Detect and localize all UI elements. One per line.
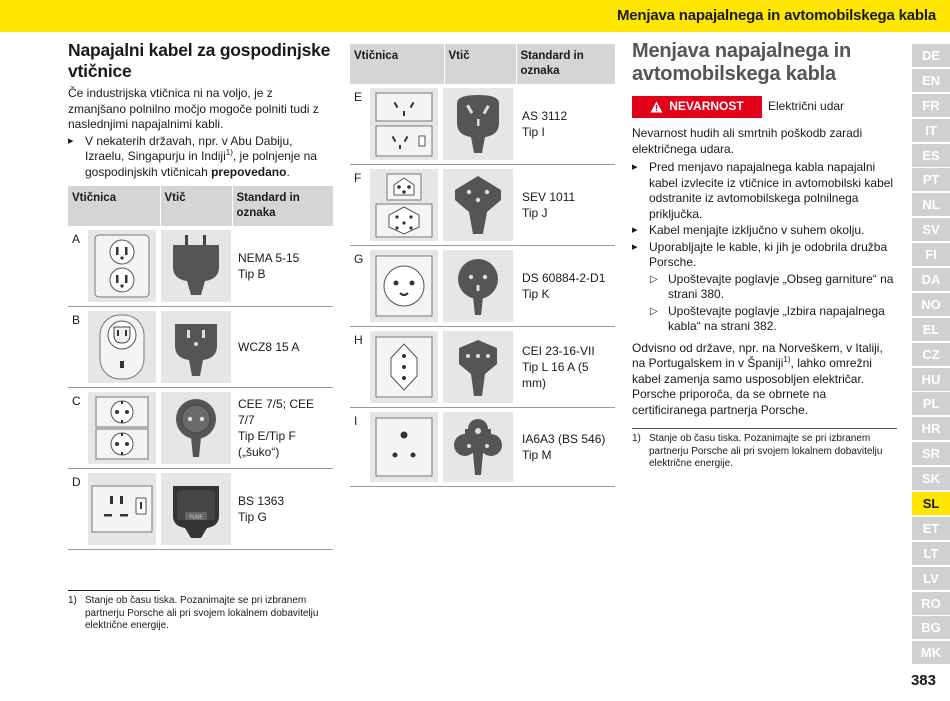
plug-wcz8-icon — [161, 311, 231, 383]
plug-table-right: Vtičnica Vtič Standard in oznaka — [350, 44, 615, 84]
th-socket: Vtičnica — [68, 186, 160, 226]
plug-type-m-icon — [443, 412, 513, 482]
language-tab-lv[interactable]: LV — [912, 567, 950, 590]
right-bullets — [632, 160, 897, 335]
language-tab-bg[interactable]: BG — [912, 616, 950, 639]
socket-ia6a3-icon — [370, 412, 438, 482]
language-tab-sv[interactable]: SV — [912, 218, 950, 241]
section-title-household-cable: Napajalni kabel za gospodinjske vtičnice — [68, 40, 331, 81]
page-title: Menjava napajalnega in avtomobilskega kabla — [632, 40, 852, 85]
table-row: H CEI 23-16-VII Tip L 16 A (5 mm) — [350, 327, 615, 408]
table-row: F SEV 1011 Tip J — [350, 165, 615, 246]
language-tab-sl[interactable]: SL — [912, 492, 950, 515]
header-title: Menjava napajalnega in avtomobilskega kabla — [616, 7, 936, 24]
language-tabs — [912, 44, 950, 666]
language-tab-sr[interactable]: SR — [912, 442, 950, 465]
language-tab-lt[interactable]: LT — [912, 542, 950, 565]
plug-type-b-icon — [161, 230, 231, 302]
plug-type-i-icon — [443, 88, 513, 160]
language-tab-hu[interactable]: HU — [912, 368, 950, 391]
language-tab-hr[interactable]: HR — [912, 417, 950, 440]
list-item: ▸ Pred menjavo napajalnega kabla napajalni kabel izvlecite iz vtičnice in avtomobilski kabel odstranite iz avtomobilskega polnilnega priključka. — [632, 160, 897, 222]
warning-text: Nevarnost hudih ali smrtnih poškodb zaradi električnega udara. — [632, 126, 863, 156]
socket-sev1011-icon — [370, 169, 438, 241]
left-column — [68, 40, 333, 631]
list-item: ▸ Kabel menjajte izključno v suhem okolju. — [632, 223, 897, 239]
plug-table-right-body — [350, 84, 615, 487]
warning-label: NEVARNOST — [669, 99, 744, 114]
language-tab-el[interactable]: EL — [912, 318, 950, 341]
warning-triangle-icon — [650, 101, 663, 113]
socket-ds60884-icon — [370, 250, 438, 322]
language-tab-it[interactable]: IT — [912, 119, 950, 142]
sub-list-item: ▷ Upoštevajte poglavje „Obseg garniture“ na strani 380. — [649, 272, 897, 303]
country-paragraph: Odvisno od države, npr. na Norveškem, v Italiji, na Portugalskem in v Španiji$^{1)}$, lahko omrežni kabel zamenja samo usposobljen električar. Porsche priporoča, da se obrnete na certificiranega partnerja Porsche. — [632, 340, 883, 417]
language-tab-es[interactable]: ES — [912, 144, 950, 167]
plug-type-k-icon — [443, 250, 513, 322]
table-row: E AS 3112 Tip I — [350, 84, 615, 165]
plug-type-g-icon — [161, 473, 231, 545]
language-tab-pl[interactable]: PL — [912, 392, 950, 415]
socket-schuko-icon — [88, 392, 156, 464]
table-row: G DS 60884-2-D1 Tip K — [350, 246, 615, 327]
language-tab-et[interactable]: ET — [912, 517, 950, 540]
language-tab-da[interactable]: DA — [912, 268, 950, 291]
warning-row — [632, 96, 897, 118]
right-column — [632, 40, 897, 471]
plug-table-left-body — [68, 226, 333, 550]
right-footnote: 1) Stanje ob času tiska. Pozanimajte se pri izbranem partnerju Porsche ali pri svojem lokalnem dobavitelju električne energije. — [632, 428, 897, 471]
language-tab-ro[interactable]: RO — [912, 592, 950, 615]
language-tab-nl[interactable]: NL — [912, 193, 950, 216]
language-tab-pt[interactable]: PT — [912, 168, 950, 191]
page-number: 383 — [910, 672, 936, 689]
warning-badge — [632, 96, 762, 118]
plug-type-j-icon — [443, 169, 513, 241]
language-tab-fr[interactable]: FR — [912, 94, 950, 117]
intro-text: Če industrijska vtičnica ni na voljo, je z zmanjšano polnilno močjo mogoče polniti tudi z naslednjimi napajalnimi kabli. — [68, 86, 319, 131]
language-tab-cz[interactable]: CZ — [912, 343, 950, 366]
table-row: I IA6A3 (BS 546) Tip M — [350, 408, 615, 487]
table-row: A NEMA 5-15 Tip B — [68, 226, 333, 307]
footnote-text: Stanje ob času tiska. Pozanimajte se pri izbranem partnerju Porsche ali pri svojem lokalnem dobavitelju električne energije. — [85, 595, 319, 631]
table-row: D FUSE BS 1363 Tip G — [68, 469, 333, 550]
forbidden-text: prepovedano — [211, 164, 287, 179]
sub-list-item: ▷ Upoštevajte poglavje „Izbira napajalnega kabla“ na strani 382. — [649, 304, 897, 335]
socket-bs1363-icon — [88, 473, 156, 545]
table-row: C CEE 7/5; CEE 7/7 Tip E/Tip F („šuko“) — [68, 388, 333, 469]
table-row: B WCZ8 15 A — [68, 307, 333, 388]
left-bullets — [68, 134, 333, 181]
sub-bullets — [632, 272, 897, 335]
language-tab-fi[interactable]: FI — [912, 243, 950, 266]
th-standard: Standard in oznaka — [232, 186, 333, 226]
th-plug: Vtič — [160, 186, 232, 226]
svg-text:FUSE: FUSE — [189, 514, 203, 521]
language-tab-en[interactable]: EN — [912, 69, 950, 92]
plug-table-left — [68, 186, 333, 226]
plug-type-ef-icon — [161, 392, 231, 464]
plug-type-l-icon — [443, 331, 513, 403]
socket-nema-icon — [88, 230, 156, 302]
language-tab-de[interactable]: DE — [912, 44, 950, 67]
row-letter: A — [68, 226, 88, 307]
socket-wcz8-icon — [88, 311, 156, 383]
bullet-countries: ▸ V nekaterih državah, npr. v Abu Dabiju, Izraelu, Singapurju in Indiji$^{1)}$, je polnjenje na gospodinjskih vtičnicah prepovedano. — [68, 134, 333, 181]
language-tab-mk[interactable]: MK — [912, 641, 950, 664]
warning-heading: Električni udar — [768, 99, 845, 114]
socket-cei23-icon — [370, 331, 438, 403]
left-footnote: 1) Stanje ob času tiska. Pozanimajte se pri izbranem partnerju Porsche ali pri svojem lokalnem dobavitelju električne energije. — [68, 590, 333, 633]
middle-column — [350, 44, 615, 487]
header-bar — [0, 0, 950, 32]
language-tab-no[interactable]: NO — [912, 293, 950, 316]
list-item: ▸ Uporabljajte le kable, ki jih je odobrila družba Porsche. ▷ Upoštevajte poglavje „Obseg garniture“ na strani 380. ▷ Upoštevajte poglavje „Izbira napajalnega kabla“ na strani 382. — [632, 240, 897, 335]
footnote-ref: 1) — [225, 148, 233, 157]
language-tab-sk[interactable]: SK — [912, 467, 950, 490]
socket-as3112-icon — [370, 88, 438, 160]
